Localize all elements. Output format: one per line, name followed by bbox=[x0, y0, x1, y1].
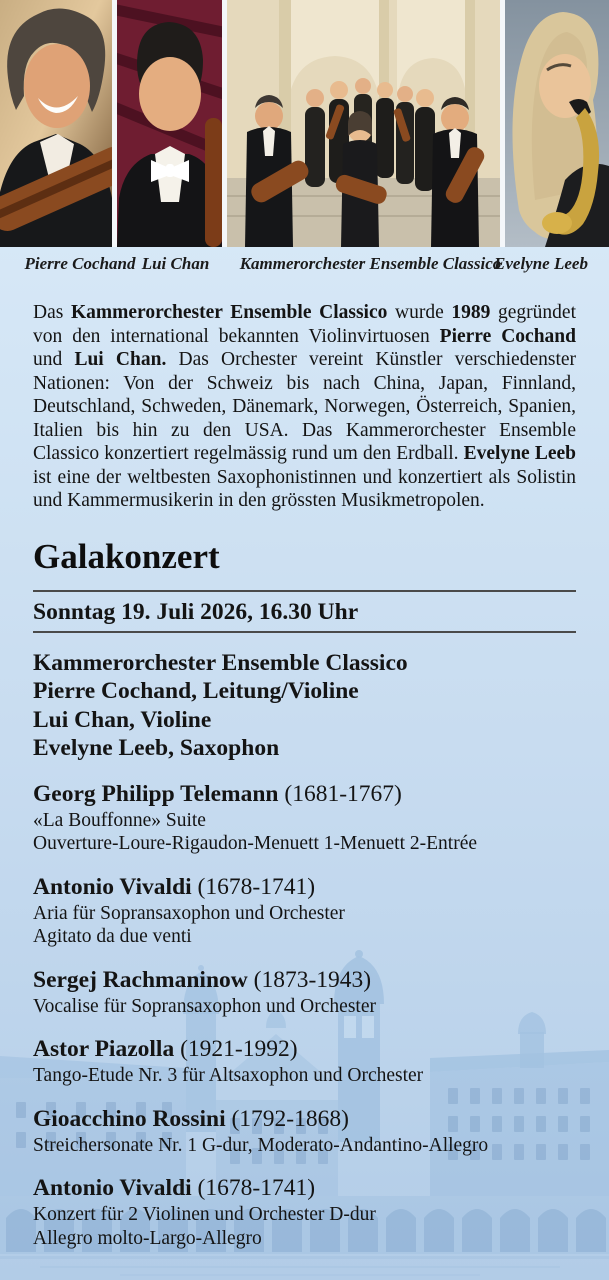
intro-bold-text: Lui Chan. bbox=[74, 349, 167, 370]
intro-bold-text: Evelyne Leeb bbox=[463, 443, 576, 464]
performer-line: Pierre Cochand, Leitung/Violine bbox=[33, 678, 359, 704]
intro-paragraph bbox=[33, 301, 576, 513]
performers-list bbox=[33, 649, 576, 763]
composer-line bbox=[33, 966, 576, 995]
composer-dates: (1921-1992) bbox=[180, 1036, 298, 1062]
intro-text: ist eine der weltbesten Saxophonistinnen und konzertiert als Solistin und Kammermusikerin in den grössten Musikmetropolen. bbox=[33, 466, 576, 511]
event-title: Galakonzert bbox=[33, 536, 220, 576]
photo-strip bbox=[0, 0, 609, 247]
piece-line: Vocalise für Sopransaxophon und Orchester bbox=[33, 995, 376, 1017]
program-item bbox=[33, 1035, 576, 1088]
caption-lui-chan: Lui Chan bbox=[141, 254, 210, 273]
performer-line: Kammerorchester Ensemble Classico bbox=[33, 649, 408, 676]
caption-evelyne-leeb: Evelyne Leeb bbox=[494, 254, 588, 273]
program-item bbox=[33, 873, 576, 949]
composer-line bbox=[33, 873, 576, 902]
composer-line bbox=[33, 780, 576, 809]
composer-line bbox=[33, 1174, 576, 1203]
composer-dates: (1792-1868) bbox=[231, 1105, 349, 1132]
composer-name: Astor Piazolla bbox=[33, 1036, 175, 1062]
flyer-content bbox=[0, 301, 609, 1250]
divider-bottom bbox=[33, 631, 576, 633]
photo-ensemble-group bbox=[227, 0, 500, 247]
photo-pierre-cochand bbox=[0, 0, 112, 247]
intro-bold-text: Kammerorchester Ensemble Classico bbox=[70, 302, 388, 323]
caption-pierre-cochand: Pierre Cochand bbox=[24, 254, 136, 273]
piece-line: Allegro molto-Largo-Allegro bbox=[33, 1227, 262, 1249]
caption-ensemble: Kammerorchester Ensemble Classico bbox=[239, 254, 502, 273]
composer-line bbox=[33, 1035, 576, 1064]
divider-top bbox=[33, 590, 576, 592]
performer-line: Lui Chan, Violine bbox=[33, 706, 212, 733]
intro-text: Das Orchester vereint Künstler verschiedenster Nationen: Von der Schweiz bis nach China, Japan, Finnland, Deutschland, Schweden, Dänemark, Norwegen, Österreich, Spanien, Italien bis hin zu den USA. Das Kammerorchester Ensemble Classico konzertiert regelmässig rund um den Erdball. bbox=[33, 349, 577, 464]
piece-line: Aria für Sopransaxophon und Orchester bbox=[33, 902, 345, 924]
composer-name: Gioacchino Rossini bbox=[33, 1105, 226, 1132]
intro-text: und bbox=[33, 349, 75, 370]
composer-dates: (1678-1741) bbox=[197, 1175, 316, 1201]
performer-line: Evelyne Leeb, Saxophon bbox=[33, 735, 280, 761]
composer-name: Antonio Vivaldi bbox=[33, 1175, 192, 1201]
program-item bbox=[33, 780, 576, 856]
piece-line: Streichersonate Nr. 1 G-dur, Moderato-Andantino-Allegro bbox=[33, 1134, 489, 1156]
piece-line: Tango-Etude Nr. 3 für Altsaxophon und Orchester bbox=[33, 1065, 424, 1086]
intro-text: Das bbox=[33, 302, 71, 323]
composer-dates: (1681-1767) bbox=[284, 780, 402, 807]
program-list bbox=[33, 780, 576, 1251]
program-item bbox=[33, 966, 576, 1019]
photo-evelyne-leeb bbox=[505, 0, 609, 247]
composer-line bbox=[33, 1105, 576, 1134]
composer-dates: (1678-1741) bbox=[197, 873, 316, 900]
intro-text: gegründet von den international bekannten Violinvirtuosen bbox=[33, 302, 577, 347]
program-item bbox=[33, 1105, 576, 1158]
composer-name: Sergej Rachmaninow bbox=[33, 966, 248, 993]
piece-line: Ouverture-Loure-Rigaudon-Menuett 1-Menuett 2-Entrée bbox=[33, 833, 478, 854]
composer-name: Antonio Vivaldi bbox=[33, 873, 192, 900]
intro-text: wurde bbox=[387, 302, 452, 323]
composer-name: Georg Philipp Telemann bbox=[33, 780, 279, 807]
piece-line: «La Bouffonne» Suite bbox=[33, 809, 206, 831]
intro-bold-text: 1989 bbox=[451, 302, 491, 323]
piece-line: Konzert für 2 Violinen und Orchester D-dur bbox=[33, 1204, 376, 1225]
intro-bold-text: Pierre Cochand bbox=[439, 325, 576, 347]
event-datetime: Sonntag 19. Juli 2026, 16.30 Uhr bbox=[33, 598, 359, 625]
photo-captions-row bbox=[0, 247, 609, 281]
composer-dates: (1873-1943) bbox=[253, 966, 372, 993]
piece-line: Agitato da due venti bbox=[33, 926, 192, 947]
program-item bbox=[33, 1174, 576, 1250]
photo-lui-chan bbox=[117, 0, 222, 247]
